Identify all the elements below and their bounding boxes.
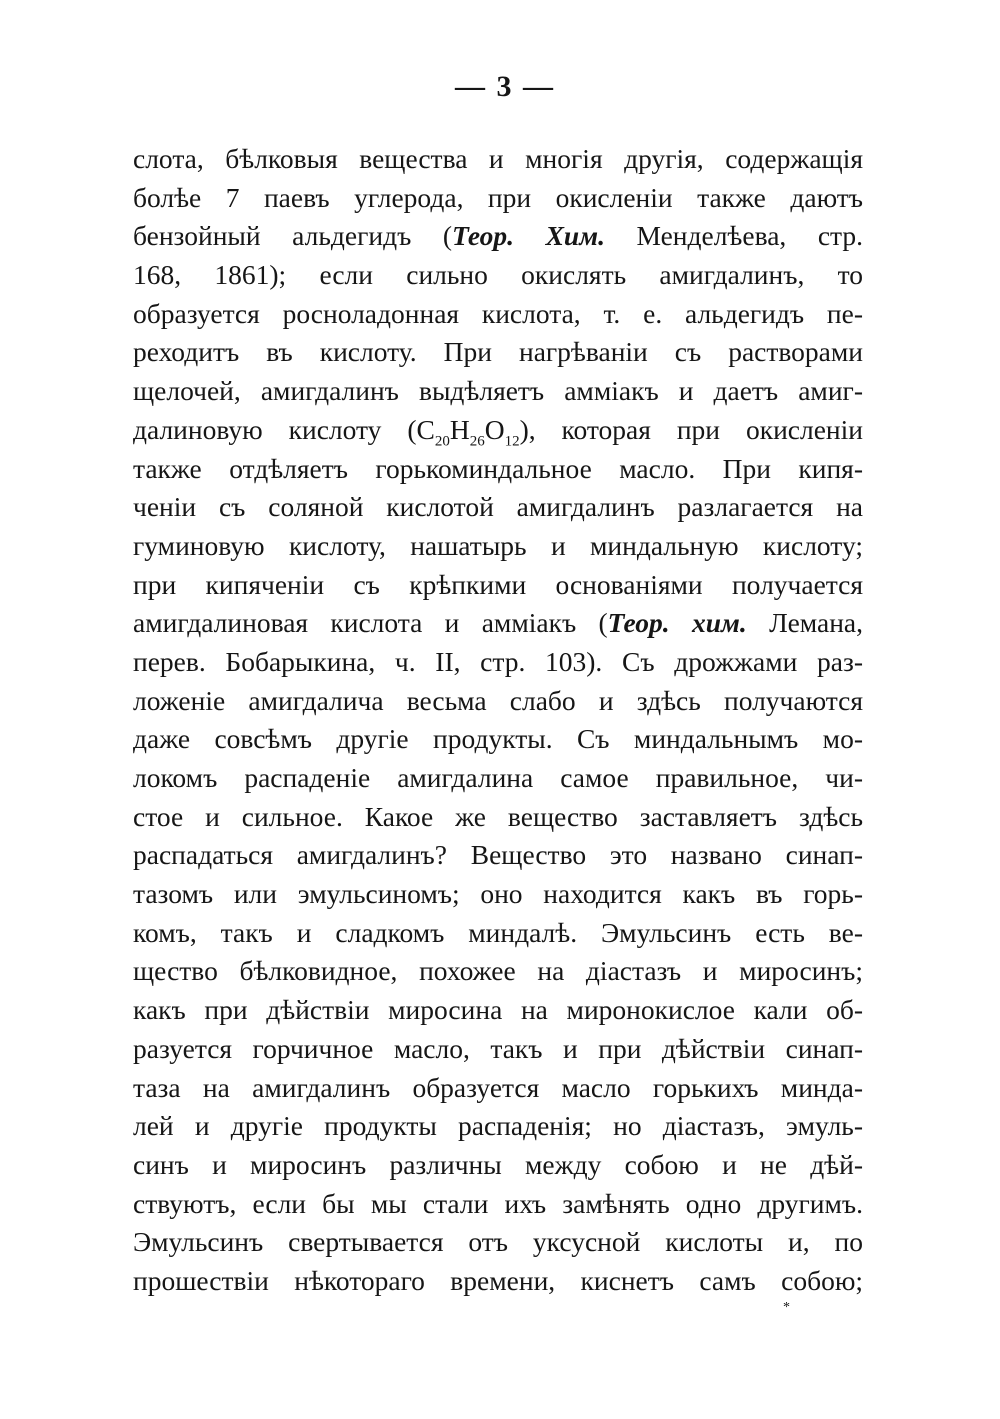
text-segment: гуминовую кислоту, нашатырь и миндальную кислоту; [133,529,863,561]
text-segment: комъ, такъ и сладкомъ миндалѣ. Эмульсинъ есть ве- [133,916,863,948]
text-line [133,1107,863,1146]
text-segment: перев. Бобарыкина, ч. II, стр. 103). Съ дрожжами раз- [133,645,863,677]
text-line [133,256,863,295]
text-line [133,372,863,411]
text-line [133,604,863,643]
text-segment: O [484,413,505,445]
text-line [133,759,863,798]
text-line [133,1030,863,1069]
text-segment: бензойный альдегидъ ( [133,220,453,252]
text-segment: какъ при дѣйствіи миросина на миронокислое кали об- [133,994,863,1026]
text-segment: щество бѣлковидное, похожее на діастазъ и миросинъ; [133,955,863,987]
text-line [133,450,863,489]
text-line [133,179,863,218]
text-segment: амигдалиновая кислота и амміакъ ( [133,607,608,639]
text-segment: прошествіи нѣкотораго времени, киснетъ самъ собою; [133,1264,863,1296]
text-segment: синъ и миросинъ различны между собою и не дѣй- [133,1148,863,1180]
text-segment: ствуютъ, если бы мы стали ихъ замѣнять одно другимъ. [133,1187,863,1219]
text-segment: также отдѣляетъ горькоминдальное масло. При кипя- [133,452,863,484]
text-line [133,914,863,953]
text-line [133,1146,863,1185]
body-text [133,140,863,1301]
text-segment: при кипяченіи съ крѣпкими основаніями получается [133,568,863,600]
subscript: 20 [434,433,450,450]
text-line [133,1262,863,1301]
text-segment: лей и другіе продукты распаденія; но діастазъ, эмуль- [133,1110,863,1142]
text-line [133,875,863,914]
text-segment: Менделѣева, стр. [604,220,864,252]
text-segment: ), которая при окисленіи [519,413,863,445]
signature-mark: * [783,1300,790,1315]
text-segment: слота, бѣлковыя вещества и многія другія, содержащія [133,143,863,174]
text-segment: реходитъ въ кислоту. При нагрѣваніи съ растворами [133,336,863,368]
text-segment: Лемана, [746,607,864,639]
page-number: — 3 — [455,70,555,103]
text-line [133,991,863,1030]
text-segment: локомъ распаденіе амигдалина самое правильное, чи- [133,762,863,793]
text-line [133,952,863,991]
text-segment: ченіи съ соляной кислотой амигдалинъ разлагается на [133,491,863,523]
text-segment: H [449,413,470,445]
text-line [133,140,863,179]
text-line [133,488,863,527]
italic-citation: Теор. Хим. [452,220,605,252]
text-line [133,566,863,605]
text-segment: таза на амигдалинъ образуется масло горькихъ минда- [133,1071,863,1103]
text-line [133,643,863,682]
subscript: 26 [469,433,485,450]
text-line [133,295,863,334]
text-line [133,1069,863,1108]
text-segment: разуется горчичное масло, такъ и при дѣйствіи синап- [133,1032,863,1064]
text-line [133,333,863,372]
italic-citation: Теор. хим. [607,607,747,639]
text-segment: Эмульсинъ свертывается отъ уксусной кислоты и, по [133,1226,863,1258]
text-segment: болѣе 7 паевъ углерода, при окисленіи также даютъ [133,181,863,213]
text-segment: щелочей, амигдалинъ выдѣляетъ амміакъ и даетъ амиг- [133,375,863,407]
text-line [133,1185,863,1224]
text-segment: даже совсѣмъ другіе продукты. Съ миндальнымъ мо- [133,723,863,755]
text-segment: ложеніе амигдалича весьма слабо и здѣсь получаются [133,684,863,716]
text-segment: 168, 1861); если сильно окислять амигдалинъ, то [133,259,863,291]
text-line [133,411,863,450]
text-line [133,527,863,566]
text-line [133,1223,863,1262]
subscript: 12 [504,433,520,450]
text-line [133,217,863,256]
text-segment: стое и сильное. Какое же вещество заставляетъ здѣсь [133,800,863,832]
text-segment: образуется росноладонная кислота, т. е. альдегидъ пе- [133,297,863,329]
text-line [133,720,863,759]
text-line [133,798,863,837]
text-segment: далиновую кислоту (C [133,413,435,445]
text-line [133,682,863,721]
text-segment: тазомъ или эмульсиномъ; оно находится какъ въ горь- [133,878,863,910]
text-line [133,836,863,875]
text-segment: распадаться амигдалинъ? Вещество это названо синап- [133,839,863,871]
